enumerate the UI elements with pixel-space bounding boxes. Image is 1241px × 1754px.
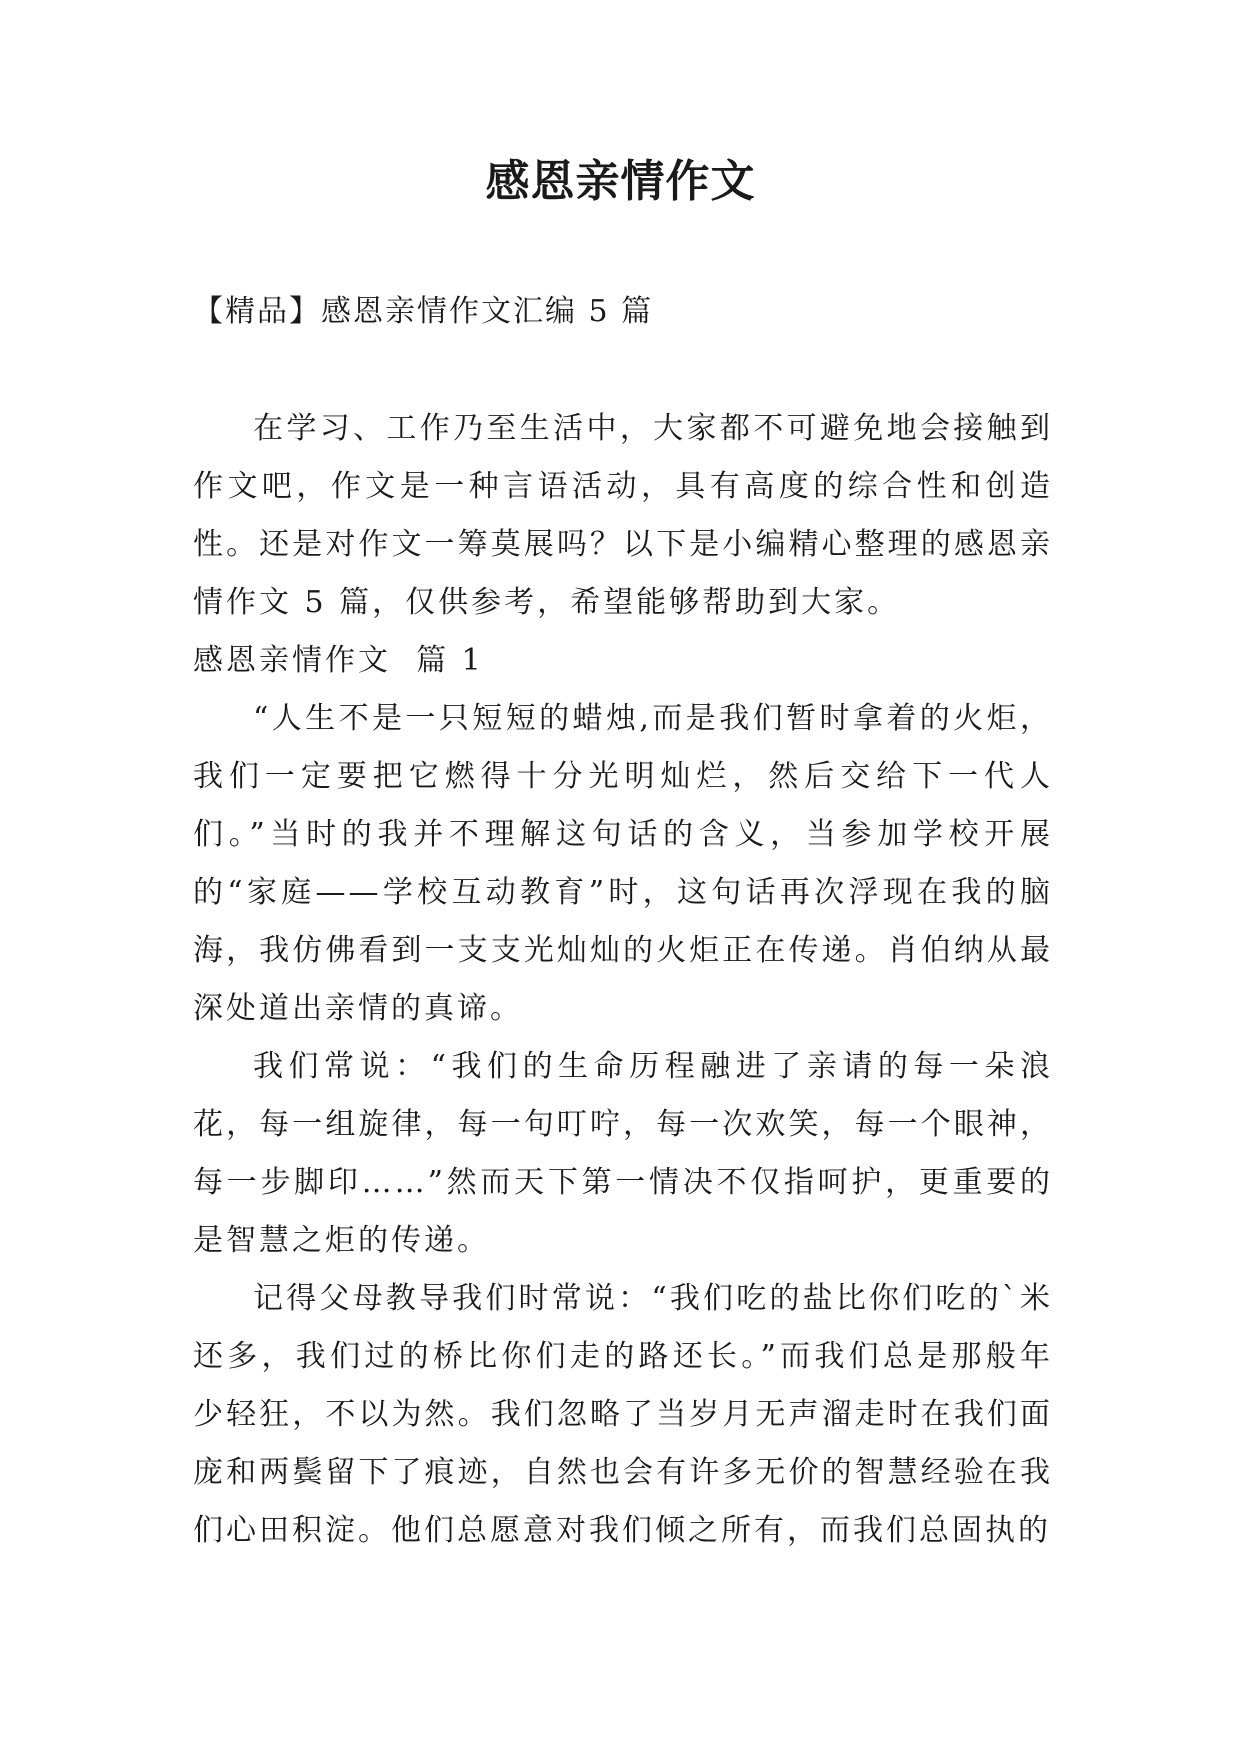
body-paragraph: “人生不是一只短短的蜡烛,而是我们暂时拿着的火炬，我们一定要把它燃得十分光明灿烂，然后交给下一代人们。”当时的我并不理解这句话的含义，当参加学校开展的“家庭——学校互动教育”时，这句话再次浮现在我的脑海，我仿佛看到一支支光灿灿的火炬正在传递。肖伯纳从最深处道出亲情的真谛。 [193,701,1053,1026]
document-body [193,400,1053,1560]
document-title: 感恩亲情作文 [485,156,756,207]
section-heading: 感恩亲情作文 篇 1 [193,643,484,678]
document-subtitle: 【精品】感恩亲情作文汇编 5 篇 [193,294,654,329]
body-paragraph: 记得父母教导我们时常说：“我们吃的盐比你们吃的`米还多，我们过的桥比你们走的路还长。”而我们总是那般年少轻狂，不以为然。我们忽略了当岁月无声溜走时在我们面庞和两鬓留下了痕迹，自然也会有许多无价的智慧经验在我们心田积淀。他们总愿意对我们倾之所有，而我们总固执的 [193,1281,1053,1548]
intro-paragraph: 在学习、工作乃至生活中，大家都不可避免地会接触到作文吧，作文是一种言语活动，具有高度的综合性和创造性。还是对作文一筹莫展吗？以下是小编精心整理的感恩亲情作文 5 篇，仅供参考，希望能够帮助到大家。 [193,411,1053,620]
body-paragraph: 我们常说：“我们的生命历程融进了亲请的每一朵浪花，每一组旋律，每一句叮咛，每一次欢笑，每一个眼神，每一步脚印……”然而天下第一情决不仅指呵护，更重要的是智慧之炬的传递。 [193,1049,1053,1258]
